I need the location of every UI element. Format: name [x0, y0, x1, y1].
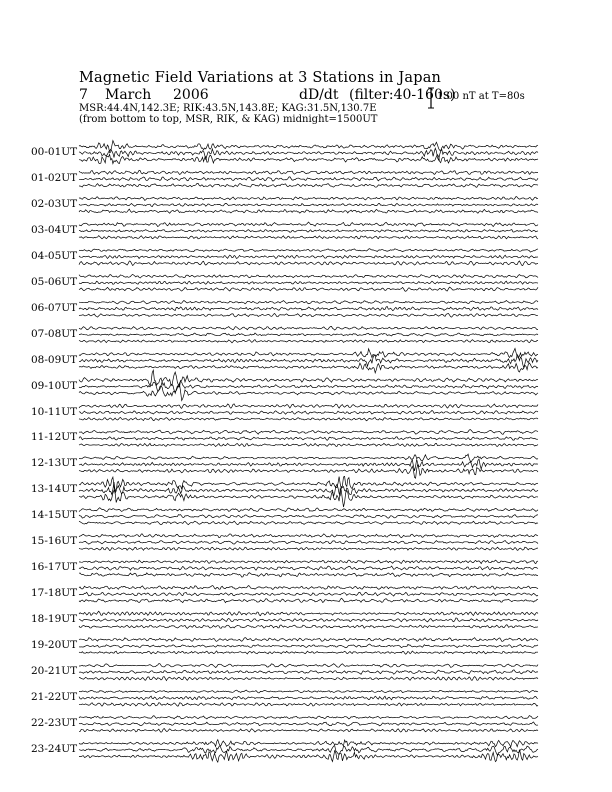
- hour-label: 15-16UT: [31, 535, 78, 548]
- trace-kag-12-13ut: [79, 464, 538, 478]
- trace-rik-16-17ut: [79, 566, 538, 570]
- date-month: March: [105, 86, 152, 103]
- trace-kag-02-03ut: [79, 209, 538, 213]
- filter-label: (filter:40-160s): [349, 86, 456, 103]
- trace-rik-18-19ut: [79, 618, 538, 622]
- trace-msr-23-24ut: [79, 740, 538, 748]
- hour-label: 09-10UT: [31, 379, 78, 392]
- trace-msr-19-20ut: [79, 638, 538, 642]
- trace-rik-03-04ut: [79, 230, 538, 233]
- trace-msr-18-19ut: [79, 611, 538, 616]
- chart-title: Magnetic Field Variations at 3 Stations in Japan: [79, 70, 442, 86]
- trace-kag-08-09ut: [79, 363, 538, 373]
- trace-kag-10-11ut: [79, 417, 538, 420]
- date-day: 7: [79, 86, 88, 103]
- trace-rik-19-20ut: [79, 644, 538, 648]
- trace-msr-21-22ut: [79, 690, 538, 693]
- trace-rik-17-18ut: [79, 592, 538, 596]
- trace-msr-11-12ut: [79, 430, 538, 435]
- trace-rik-06-07ut: [79, 307, 538, 311]
- hour-label: 08-09UT: [31, 353, 78, 366]
- trace-msr-06-07ut: [79, 301, 538, 304]
- trace-msr-05-06ut: [79, 274, 538, 278]
- hour-label: 04-05UT: [31, 249, 78, 262]
- hour-label: 22-23UT: [31, 716, 78, 729]
- trace-kag-21-22ut: [79, 703, 538, 707]
- trace-rik-02-03ut: [79, 203, 538, 206]
- trace-kag-04-05ut: [79, 261, 538, 266]
- hour-label: 21-22UT: [31, 690, 78, 703]
- trace-kag-06-07ut: [79, 313, 538, 317]
- trace-msr-07-08ut: [79, 326, 538, 330]
- trace-rik-12-13ut: [79, 459, 538, 471]
- trace-rik-13-14ut: [79, 482, 538, 496]
- trace-msr-00-01ut: [79, 141, 538, 153]
- trace-rik-09-10ut: [79, 381, 538, 393]
- hour-label: 19-20UT: [31, 639, 78, 652]
- trace-rik-23-24ut: [79, 746, 538, 756]
- trace-kag-19-20ut: [79, 651, 538, 654]
- trace-kag-11-12ut: [79, 443, 538, 446]
- trace-rik-00-01ut: [79, 148, 538, 160]
- trace-kag-16-17ut: [79, 573, 538, 577]
- trace-msr-02-03ut: [79, 197, 538, 201]
- quantity-label: dD/dt: [299, 86, 339, 103]
- trace-rik-04-05ut: [79, 255, 538, 258]
- hour-label: 23-24UT: [31, 742, 78, 755]
- trace-msr-17-18ut: [79, 586, 538, 590]
- trace-msr-10-11ut: [79, 404, 538, 409]
- trace-kag-03-04ut: [79, 236, 538, 239]
- trace-rik-22-23ut: [79, 722, 538, 726]
- trace-kag-05-06ut: [79, 287, 538, 291]
- hour-label: 18-19UT: [31, 613, 78, 626]
- trace-rik-14-15ut: [79, 515, 538, 519]
- hour-label: 01-02UT: [31, 171, 78, 184]
- scale-bar-label: 1.00 nT at T=80s: [437, 91, 525, 102]
- station-order-note: (from bottom to top, MSR, RIK, & KAG): [79, 114, 280, 126]
- trace-kag-01-02ut: [79, 183, 538, 187]
- hour-label: 06-07UT: [31, 301, 78, 314]
- hour-label: 07-08UT: [31, 327, 78, 340]
- hour-label: 11-12UT: [31, 431, 78, 444]
- trace-msr-20-21ut: [79, 664, 538, 668]
- trace-rik-15-16ut: [79, 541, 538, 545]
- trace-rik-10-11ut: [79, 410, 538, 414]
- trace-rik-07-08ut: [79, 333, 538, 336]
- hour-label: 17-18UT: [31, 587, 78, 600]
- hour-label: 05-06UT: [31, 275, 78, 288]
- hour-label: 16-17UT: [31, 561, 78, 574]
- trace-msr-16-17ut: [79, 560, 538, 564]
- trace-kag-14-15ut: [79, 521, 538, 525]
- trace-kag-17-18ut: [79, 598, 538, 602]
- trace-msr-04-05ut: [79, 249, 538, 252]
- station-coordinates: MSR:44.4N,142.3E; RIK:43.5N,143.8E; KAG:31.5N,130.7E: [79, 102, 377, 114]
- hour-label: 10-11UT: [31, 405, 78, 418]
- hour-label: 00-01UT: [31, 146, 78, 158]
- hour-label: 14-15UT: [31, 509, 78, 522]
- date-year: 2006: [173, 86, 209, 103]
- trace-msr-22-23ut: [79, 716, 538, 719]
- trace-msr-14-15ut: [79, 508, 538, 512]
- hour-label: 12-13UT: [31, 457, 78, 470]
- trace-kag-15-16ut: [79, 547, 538, 550]
- trace-msr-15-16ut: [79, 534, 538, 538]
- trace-rik-08-09ut: [79, 355, 538, 368]
- trace-kag-20-21ut: [79, 677, 538, 681]
- trace-msr-09-10ut: [79, 370, 538, 387]
- trace-rik-20-21ut: [79, 670, 538, 675]
- hour-label: 03-04UT: [31, 223, 78, 236]
- trace-kag-18-19ut: [79, 625, 538, 629]
- trace-kag-23-24ut: [79, 750, 538, 763]
- trace-rik-11-12ut: [79, 437, 538, 441]
- hour-label: 02-03UT: [31, 197, 78, 210]
- hour-label: 13-14UT: [31, 483, 78, 496]
- trace-rik-05-06ut: [79, 281, 538, 284]
- trace-msr-01-02ut: [79, 170, 538, 174]
- trace-msr-03-04ut: [79, 222, 538, 227]
- trace-kag-00-01ut: [79, 154, 538, 163]
- trace-rik-01-02ut: [79, 177, 538, 181]
- trace-msr-08-09ut: [79, 348, 538, 358]
- trace-kag-22-23ut: [79, 729, 538, 733]
- midnight-note: midnight=1500UT: [282, 114, 378, 126]
- trace-msr-12-13ut: [79, 454, 538, 462]
- hour-label: 20-21UT: [31, 665, 78, 677]
- trace-kag-07-08ut: [79, 340, 538, 343]
- trace-rik-21-22ut: [79, 696, 538, 700]
